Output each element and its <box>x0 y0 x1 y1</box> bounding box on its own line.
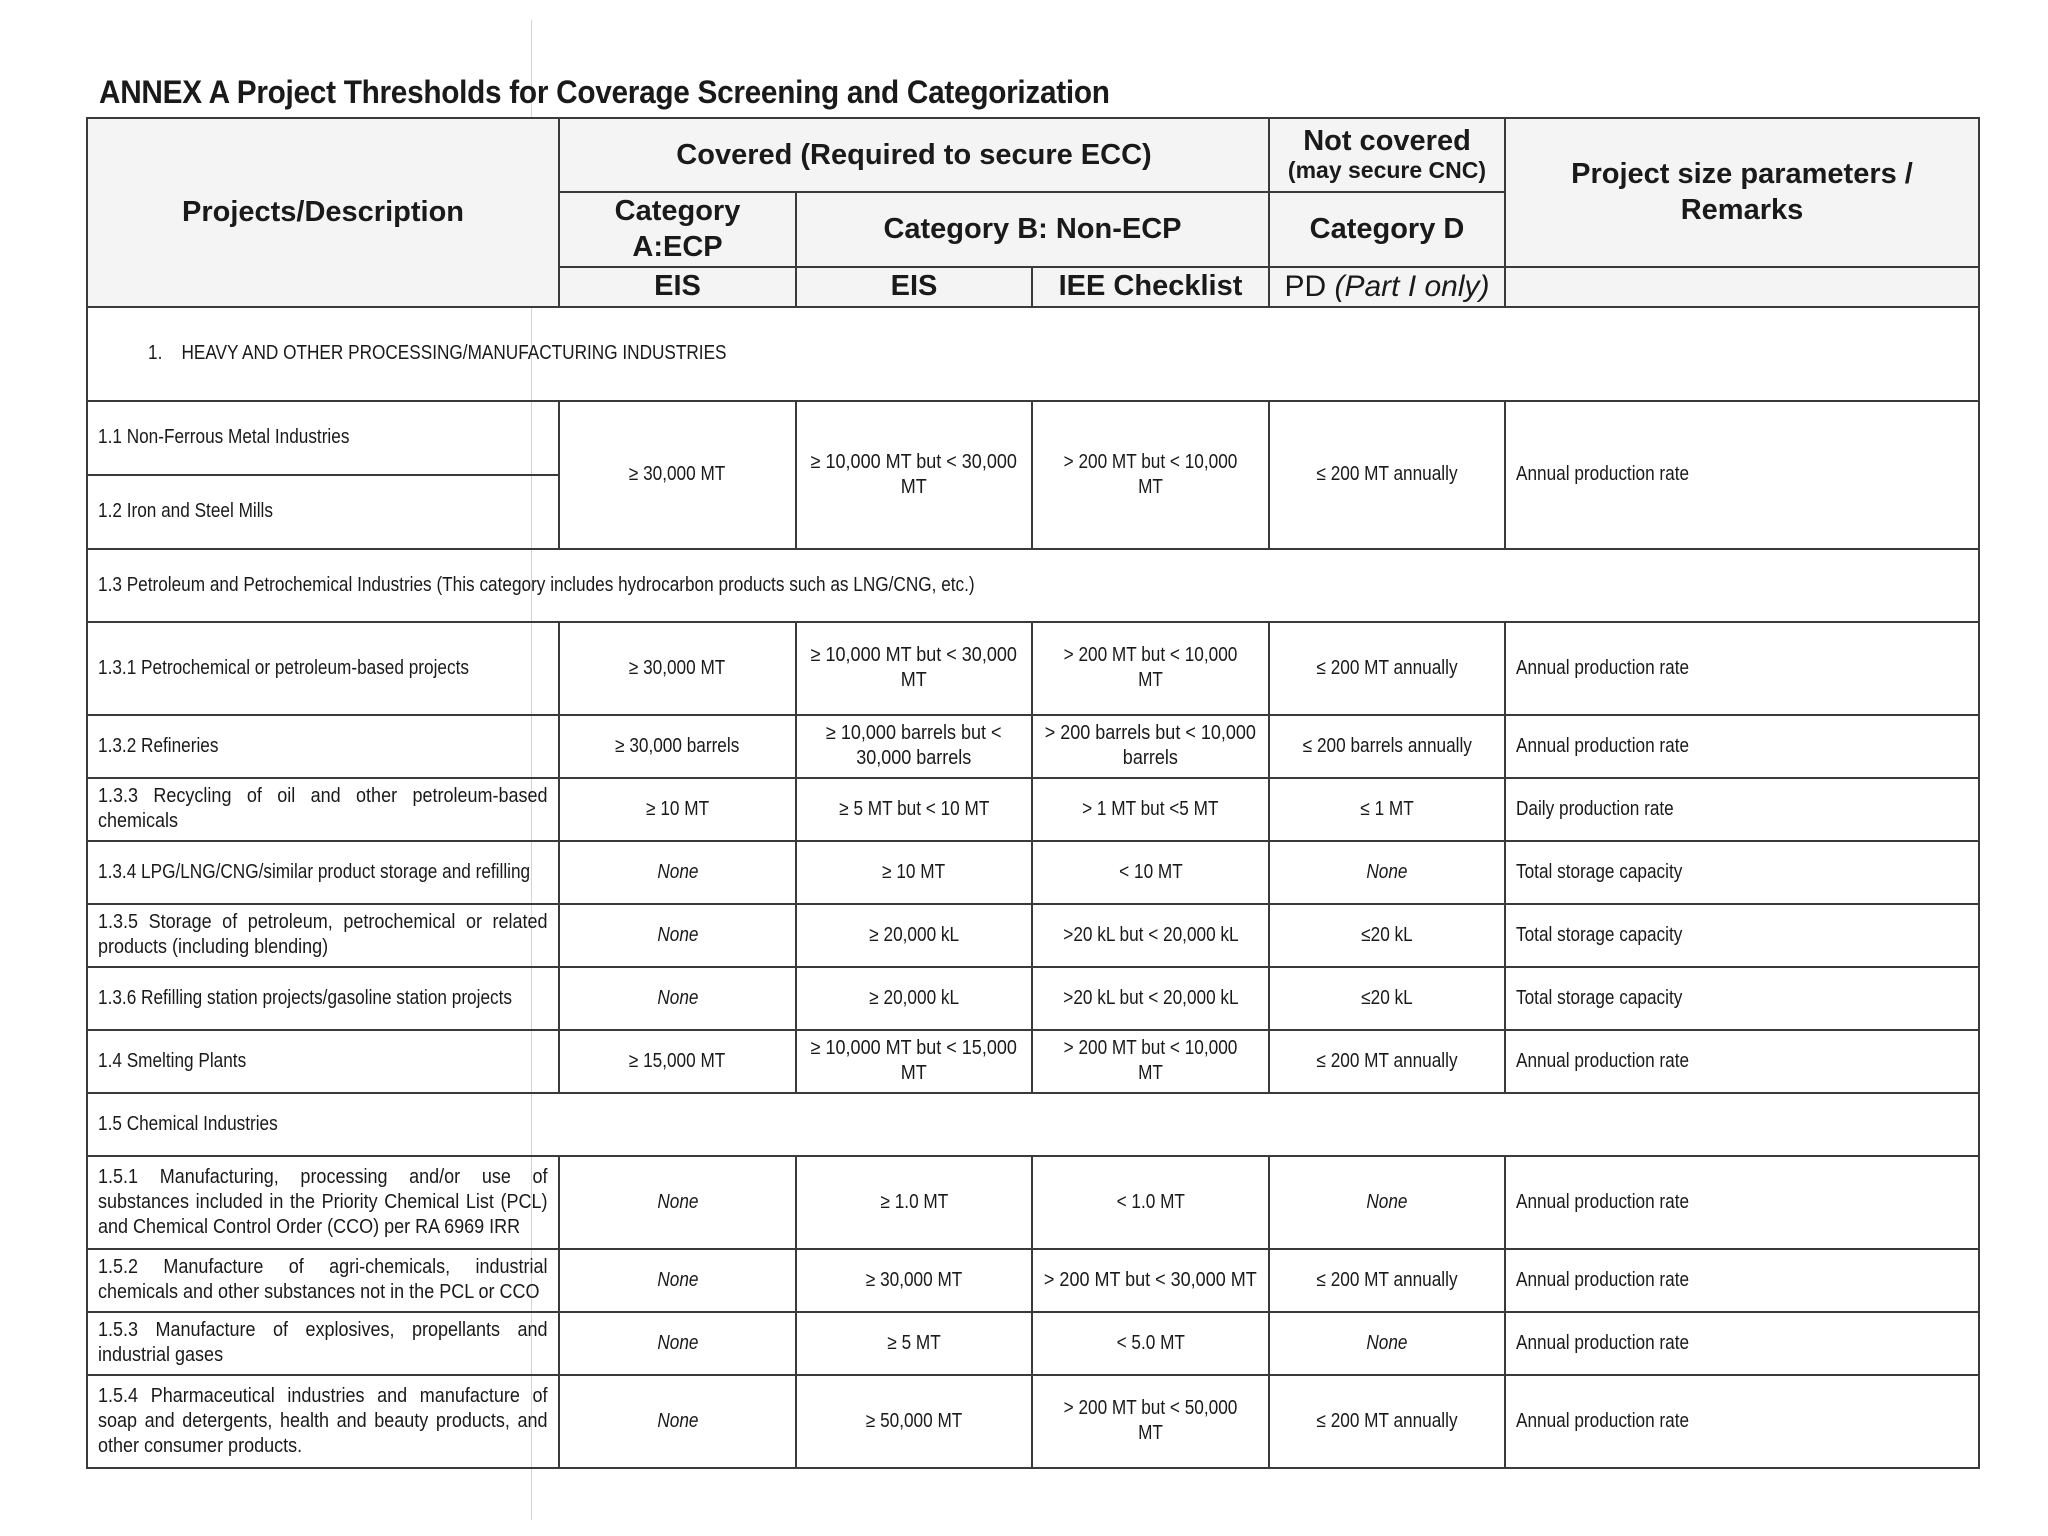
cell-remarks: Annual production rate <box>1505 622 1979 715</box>
row-name: 1.5.4 Pharmaceutical industries and manufacture of soap and detergents, health and beauty products, and other consumer products. <box>87 1375 559 1468</box>
table-row <box>87 904 1979 967</box>
cell-cat-b-iee: > 200 MT but < 50,000 MT <box>1032 1375 1269 1468</box>
table-row <box>87 1375 1979 1468</box>
cell-cat-d: ≤ 200 MT annually <box>1269 401 1505 549</box>
cell-remarks: Annual production rate <box>1505 1312 1979 1375</box>
cell-cat-a: None <box>559 841 796 904</box>
cell-cat-d: None <box>1269 1312 1505 1375</box>
cell-cat-b-eis: ≥ 10,000 barrels but < 30,000 barrels <box>796 715 1032 778</box>
row-name: 1.5.2 Manufacture of agri-chemicals, industrial chemicals and other substances not in the PCL or CCO <box>87 1249 559 1312</box>
cell-cat-a: ≥ 30,000 MT <box>559 622 796 715</box>
subsection-heading: 1.3 Petroleum and Petrochemical Industries (This category includes hydrocarbon products such as LNG/CNG, etc.) <box>87 549 1979 622</box>
header-eis-b: EIS <box>796 267 1032 307</box>
cell-cat-a: None <box>559 1249 796 1312</box>
row-name: 1.3.6 Refilling station projects/gasoline station projects <box>87 967 559 1030</box>
header-eis-a: EIS <box>559 267 796 307</box>
cell-cat-b-eis: ≥ 5 MT <box>796 1312 1032 1375</box>
section-heading: 1. HEAVY AND OTHER PROCESSING/MANUFACTURING INDUSTRIES <box>87 307 1979 401</box>
table-row <box>87 841 1979 904</box>
row-name: 1.2 Iron and Steel Mills <box>87 475 559 549</box>
cell-cat-b-iee: >20 kL but < 20,000 kL <box>1032 904 1269 967</box>
cell-remarks: Annual production rate <box>1505 401 1979 549</box>
table-row <box>87 1156 1979 1249</box>
table-row <box>87 1312 1979 1375</box>
cell-cat-b-iee: < 10 MT <box>1032 841 1269 904</box>
cell-cat-d: ≤ 1 MT <box>1269 778 1505 841</box>
page-title: ANNEX A Project Thresholds for Coverage Screening and Categorization <box>99 74 1110 110</box>
thresholds-table <box>86 117 1980 1469</box>
cell-remarks: Total storage capacity <box>1505 841 1979 904</box>
header-iee-checklist: IEE Checklist <box>1032 267 1269 307</box>
cell-cat-b-iee: > 200 MT but < 10,000 MT <box>1032 622 1269 715</box>
cell-cat-a: None <box>559 967 796 1030</box>
cell-cat-b-eis: ≥ 1.0 MT <box>796 1156 1032 1249</box>
row-name: 1.5.1 Manufacturing, processing and/or use of substances included in the Priority Chemical List (PCL) and Chemical Control Order (CCO) per RA 6969 IRR <box>87 1156 559 1249</box>
cell-remarks: Annual production rate <box>1505 715 1979 778</box>
cell-cat-b-eis: ≥ 30,000 MT <box>796 1249 1032 1312</box>
row-name: 1.3.1 Petrochemical or petroleum-based projects <box>87 622 559 715</box>
cell-cat-d: None <box>1269 841 1505 904</box>
cell-cat-d: ≤ 200 MT annually <box>1269 1030 1505 1093</box>
cell-cat-d: ≤ 200 barrels annually <box>1269 715 1505 778</box>
cell-cat-d: ≤ 200 MT annually <box>1269 622 1505 715</box>
row-name: 1.3.5 Storage of petroleum, petrochemical or related products (including blending) <box>87 904 559 967</box>
cell-cat-b-iee: > 200 barrels but < 10,000 barrels <box>1032 715 1269 778</box>
header-category-b: Category B: Non-ECP <box>796 192 1269 267</box>
cell-cat-b-eis: ≥ 20,000 kL <box>796 967 1032 1030</box>
cell-cat-b-eis: ≥ 20,000 kL <box>796 904 1032 967</box>
header-category-a: Category A:ECP <box>559 192 796 267</box>
table-row <box>87 1030 1979 1093</box>
cell-cat-b-iee: < 1.0 MT <box>1032 1156 1269 1249</box>
cell-cat-b-eis: ≥ 10,000 MT but < 30,000 MT <box>796 622 1032 715</box>
cell-remarks: Annual production rate <box>1505 1156 1979 1249</box>
cell-remarks: Annual production rate <box>1505 1375 1979 1468</box>
row-name: 1.1 Non-Ferrous Metal Industries <box>87 401 559 475</box>
cell-cat-b-eis: ≥ 10 MT <box>796 841 1032 904</box>
cell-remarks: Total storage capacity <box>1505 967 1979 1030</box>
cell-cat-b-eis: ≥ 10,000 MT but < 15,000 MT <box>796 1030 1032 1093</box>
header-category-d: Category D <box>1269 192 1505 267</box>
cell-cat-d: ≤ 200 MT annually <box>1269 1375 1505 1468</box>
table-row <box>87 967 1979 1030</box>
header-not-covered: Not covered (may secure CNC) <box>1269 118 1505 192</box>
header-remarks: Project size parameters / Remarks <box>1505 118 1979 267</box>
header-pd: PD (Part I only) <box>1269 267 1505 307</box>
header-covered: Covered (Required to secure ECC) <box>559 118 1269 192</box>
cell-cat-b-eis: ≥ 10,000 MT but < 30,000 MT <box>796 401 1032 549</box>
table-row <box>87 1249 1979 1312</box>
cell-cat-a: None <box>559 904 796 967</box>
cell-remarks: Daily production rate <box>1505 778 1979 841</box>
cell-cat-a: ≥ 15,000 MT <box>559 1030 796 1093</box>
cell-cat-a: ≥ 30,000 barrels <box>559 715 796 778</box>
cell-cat-b-iee: < 5.0 MT <box>1032 1312 1269 1375</box>
cell-cat-d: ≤20 kL <box>1269 904 1505 967</box>
cell-cat-b-eis: ≥ 5 MT but < 10 MT <box>796 778 1032 841</box>
cell-cat-a: None <box>559 1375 796 1468</box>
cell-cat-a: None <box>559 1312 796 1375</box>
table-row <box>87 715 1979 778</box>
row-name: 1.3.4 LPG/LNG/CNG/similar product storage and refilling <box>87 841 559 904</box>
header-remarks-blank <box>1505 267 1979 307</box>
cell-cat-b-iee: >20 kL but < 20,000 kL <box>1032 967 1269 1030</box>
cell-cat-b-iee: > 1 MT but <5 MT <box>1032 778 1269 841</box>
cell-cat-d: ≤ 200 MT annually <box>1269 1249 1505 1312</box>
row-name: 1.3.2 Refineries <box>87 715 559 778</box>
cell-cat-a: ≥ 10 MT <box>559 778 796 841</box>
subsection-heading: 1.5 Chemical Industries <box>87 1093 1979 1156</box>
cell-cat-b-iee: > 200 MT but < 30,000 MT <box>1032 1249 1269 1312</box>
cell-cat-a: ≥ 30,000 MT <box>559 401 796 549</box>
table-row <box>87 778 1979 841</box>
cell-cat-d: ≤20 kL <box>1269 967 1505 1030</box>
cell-cat-b-iee: > 200 MT but < 10,000 MT <box>1032 1030 1269 1093</box>
cell-cat-d: None <box>1269 1156 1505 1249</box>
header-projects-description: Projects/Description <box>87 118 559 307</box>
cell-remarks: Total storage capacity <box>1505 904 1979 967</box>
cell-cat-b-iee: > 200 MT but < 10,000 MT <box>1032 401 1269 549</box>
row-name: 1.5.3 Manufacture of explosives, propellants and industrial gases <box>87 1312 559 1375</box>
cell-cat-a: None <box>559 1156 796 1249</box>
table-row <box>87 622 1979 715</box>
row-name: 1.4 Smelting Plants <box>87 1030 559 1093</box>
cell-cat-b-eis: ≥ 50,000 MT <box>796 1375 1032 1468</box>
row-name: 1.3.3 Recycling of oil and other petroleum-based chemicals <box>87 778 559 841</box>
cell-remarks: Annual production rate <box>1505 1249 1979 1312</box>
cell-remarks: Annual production rate <box>1505 1030 1979 1093</box>
